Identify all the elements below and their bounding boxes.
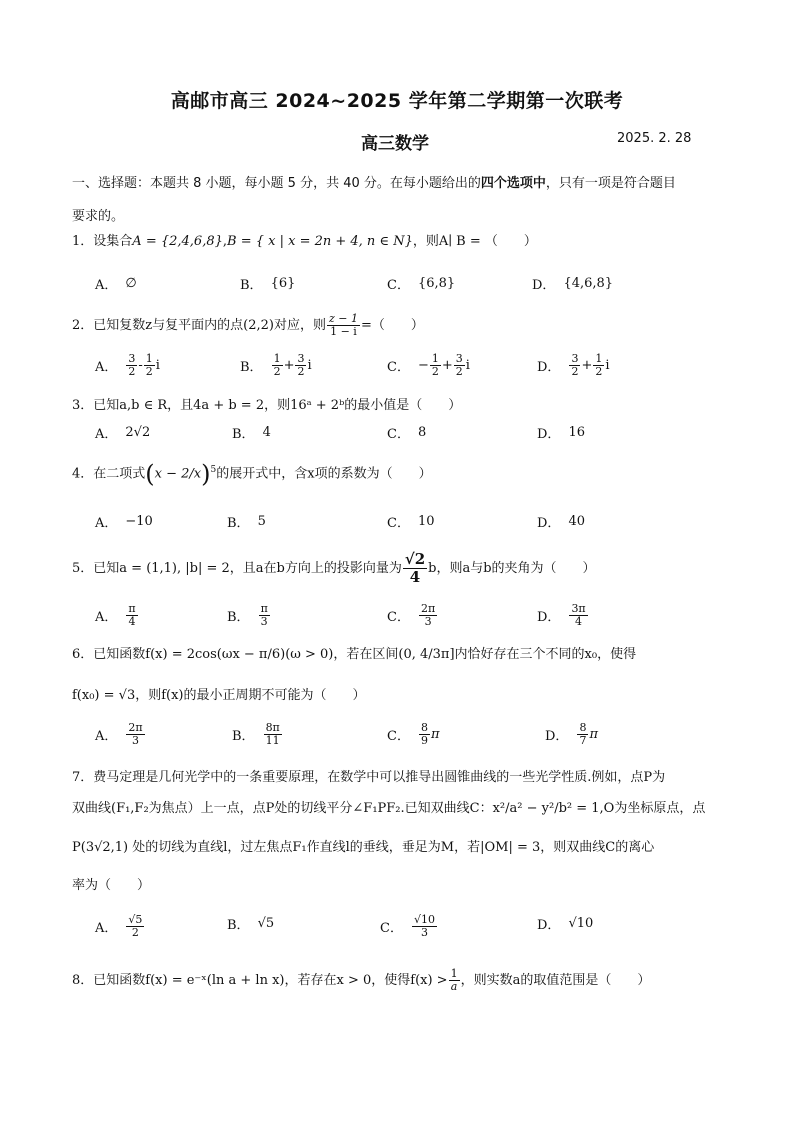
option-c[interactable]: C． $\frac{8}{9}$ π bbox=[387, 721, 440, 747]
option-d[interactable]: D． $\frac{3\pi}{4}$ bbox=[537, 602, 586, 628]
question-text: 在二项式 bbox=[93, 466, 146, 482]
question-3-options bbox=[95, 423, 735, 449]
option-d[interactable]: D． √10 bbox=[537, 916, 594, 933]
option-c[interactable]: C． $\frac{2\pi}{3}$ bbox=[387, 602, 436, 628]
option-c[interactable]: C． {6,8} bbox=[387, 276, 456, 293]
question-text: f(x₀) = √3，则f(x)的最小正周期不可能为（ ） bbox=[72, 688, 366, 703]
binomial-power: 5 bbox=[210, 465, 217, 475]
question-text: 费马定理是几何光学中的一条重要原理，在数学中可以推导出圆锥曲线的一些光学性质.例如，点P为 bbox=[93, 770, 666, 785]
question-7 bbox=[72, 768, 732, 788]
question-number: 8． bbox=[72, 973, 94, 988]
question-tail: =（ ） bbox=[360, 318, 424, 333]
binomial-expression: x − 2/x bbox=[154, 466, 202, 482]
option-a[interactable]: A． $\frac{√5}{2}$ bbox=[95, 913, 143, 939]
fraction: $\frac{1}{a}$ bbox=[450, 967, 458, 993]
instructions-bold: 四个选项中 bbox=[480, 176, 546, 191]
option-c[interactable]: C． $\frac{√10}{3}$ bbox=[380, 913, 435, 939]
option-d[interactable]: D． 40 bbox=[537, 514, 585, 531]
option-d[interactable]: D． $\frac{3}{2}$ + $\frac{1}{2}$ i bbox=[537, 352, 610, 378]
set-b: B = { x | x = 2n + 4, n ∈ N} bbox=[227, 234, 413, 249]
option-a[interactable]: A． $\frac{3}{2}$ - $\frac{1}{2}$ i bbox=[95, 352, 160, 378]
option-d[interactable]: D． 16 bbox=[537, 425, 585, 442]
question-7-line-3 bbox=[72, 838, 732, 858]
question-7-line-2 bbox=[72, 799, 732, 819]
option-a[interactable]: A． $\frac{2\pi}{3}$ bbox=[95, 721, 143, 747]
option-a[interactable]: A． ∅ bbox=[95, 276, 137, 293]
question-tail: b，则a与b的夹角为（ ） bbox=[428, 561, 596, 576]
option-a[interactable]: A． −10 bbox=[95, 514, 153, 531]
question-number: 3． bbox=[72, 398, 94, 413]
question-text: 已知复数z与复平面内的点(2,2)对应，则 bbox=[93, 318, 326, 333]
option-c[interactable]: C． 8 bbox=[387, 425, 427, 442]
question-text: 已知函数f(x) = 2cos(ωx − π/6)(ω > 0)，若在区间(0, 4/3π]内恰好存在三个不同的x₀，使得 bbox=[93, 647, 637, 662]
option-a[interactable]: A． $\frac{\pi}{4}$ bbox=[95, 602, 136, 628]
question-text: 双曲线(F₁,F₂为焦点）上一点，点P处的切线平分∠F₁PF₂.已知双曲线C：x²/a² − y²/b² = 1,O为坐标原点，点 bbox=[72, 801, 706, 816]
option-b[interactable]: B． √5 bbox=[227, 916, 275, 933]
question-text: P(3√2,1) 处的切线为直线l，过左焦点F₁作直线l的垂线，垂足为M，若|OM| = 3，则双曲线C的离心 bbox=[72, 840, 655, 855]
question-tail: ，则实数a的取值范围是（ ） bbox=[460, 973, 651, 988]
question-2-options bbox=[95, 353, 735, 379]
question-6 bbox=[72, 645, 732, 665]
option-c[interactable]: C． 10 bbox=[387, 514, 435, 531]
option-b[interactable]: B． {6} bbox=[240, 276, 296, 293]
option-b[interactable]: B． $\frac{8\pi}{11}$ bbox=[232, 721, 280, 747]
question-6-options bbox=[95, 722, 735, 748]
question-number: 5． bbox=[72, 561, 94, 576]
option-b[interactable]: B． 5 bbox=[227, 514, 266, 531]
option-b[interactable]: B． $\frac{\pi}{3}$ bbox=[227, 602, 268, 628]
question-text: 已知a,b ∈ R，且4a + b = 2，则16ᵃ + 2ᵇ的最小值是（ ） bbox=[93, 398, 462, 413]
question-text: 已知a = (1,1), |b| = 2，且a在b方向上的投影向量为 bbox=[93, 561, 402, 576]
question-number: 7． bbox=[72, 770, 94, 785]
exam-date: 2025. 2. 28 bbox=[617, 131, 692, 146]
question-8 bbox=[72, 968, 732, 993]
question-5 bbox=[72, 551, 732, 586]
question-tail: ，则A∣ B = （ ） bbox=[412, 234, 537, 249]
fraction: $\frac{z - 1}{1 - i}$ bbox=[328, 312, 358, 338]
section-instructions bbox=[72, 167, 722, 233]
projection-coefficient: $\frac{√2}{4}$ bbox=[404, 550, 426, 586]
option-b[interactable]: B． $\frac{1}{2}$ + $\frac{3}{2}$ i bbox=[240, 352, 312, 378]
question-7-options bbox=[95, 914, 735, 940]
question-2 bbox=[72, 313, 732, 338]
exam-title: 高邮市高三 2024~2025 学年第二学期第一次联考 bbox=[170, 90, 624, 112]
instructions-part-b: ，只有一项是符合题目 bbox=[545, 176, 676, 191]
question-text: 设集合 bbox=[93, 234, 133, 249]
question-4: 4．在二项式$(x - 2/x)^5$的展开式中，含x项的系数为（ ） bbox=[72, 459, 432, 488]
set-a: A = {2,4,6,8} bbox=[132, 234, 223, 249]
question-7-line-4 bbox=[72, 876, 732, 896]
question-3 bbox=[72, 396, 732, 416]
question-number: 1． bbox=[72, 234, 94, 249]
option-a[interactable]: A． 2√2 bbox=[95, 425, 151, 442]
exam-subject: 高三数学 bbox=[361, 134, 429, 154]
question-6-line-2 bbox=[72, 686, 732, 706]
instructions-part-c: 要求的。 bbox=[72, 209, 125, 224]
question-1-options bbox=[95, 274, 735, 300]
question-tail: 的展开式中，含x项的系数为（ ） bbox=[216, 466, 432, 482]
question-number: 4． bbox=[72, 466, 94, 482]
question-4-options bbox=[95, 512, 735, 538]
option-b[interactable]: B． 4 bbox=[232, 425, 271, 442]
question-number: 6． bbox=[72, 647, 94, 662]
question-text: 已知函数f(x) = e⁻ˣ(ln a + ln x)，若存在x > 0，使得f(x) > bbox=[93, 973, 448, 988]
option-d[interactable]: D． $\frac{8}{7}$ π bbox=[545, 721, 598, 747]
option-d[interactable]: D． {4,6,8} bbox=[532, 276, 614, 293]
question-number: 2． bbox=[72, 318, 94, 333]
question-text: 率为（ ） bbox=[72, 878, 151, 893]
option-c[interactable]: C． − $\frac{1}{2}$ + $\frac{3}{2}$ i bbox=[387, 352, 470, 378]
instructions-part-a: 一、选择题：本题共 8 小题，每小题 5 分，共 40 分。在每小题给出的 bbox=[72, 176, 481, 191]
question-1: 1．设集合A = {2,4,6,8},B = { x | x = 2n + 4, n ∈ N}，则A∣ B = （ ） bbox=[72, 234, 537, 249]
question-5-options bbox=[95, 603, 735, 629]
